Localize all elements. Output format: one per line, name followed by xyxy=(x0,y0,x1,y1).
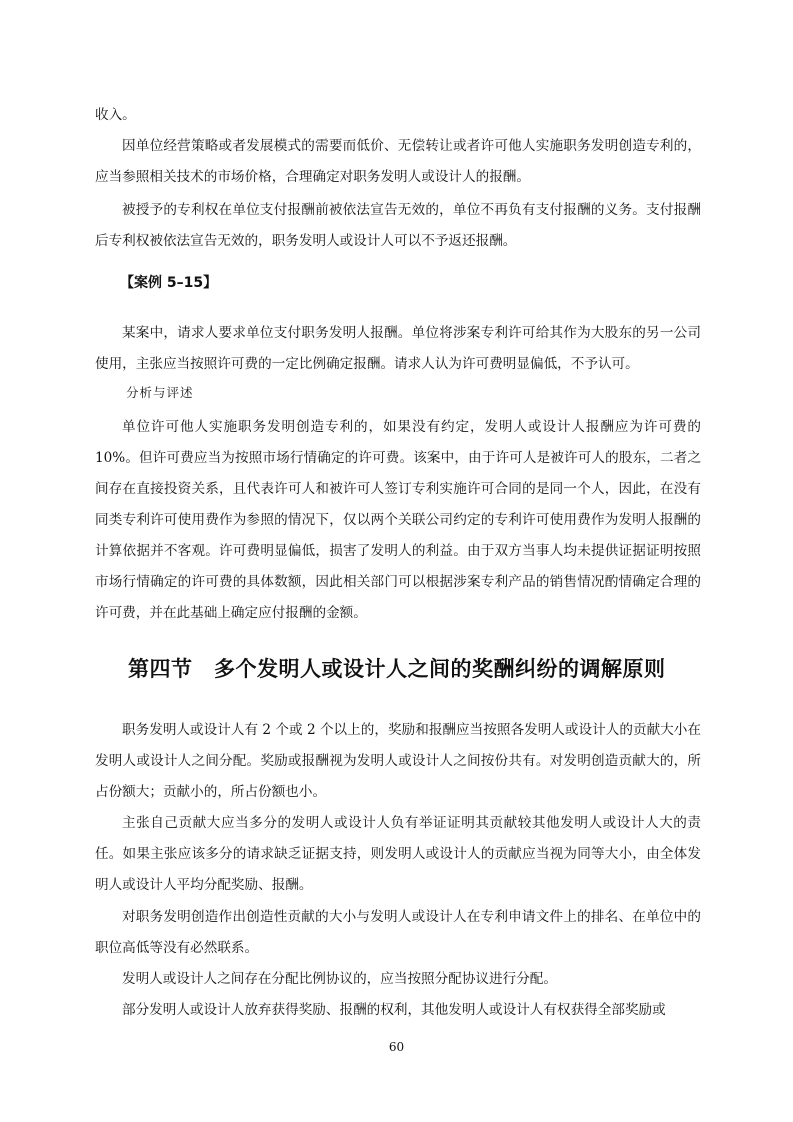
paragraph-income-end: 收入。 xyxy=(95,107,136,123)
section-paragraph-waiver: 部分发明人或设计人放弃获得奖励、报酬的权利，其他发明人或设计人有权获得全部奖励或 xyxy=(122,1002,666,1018)
section-paragraph-shares: 职务发明人或设计人有 2 个或 2 个以上的，奖励和报酬应当按照各发明人或设计人的贡献大小在发明人或设计人之间分配。奖励或报酬视为发明人或设计人之间按份共有。对发明创造贡献大的，所占份额大；贡献小的，所占份额也小。 xyxy=(95,722,701,800)
analysis-body: 单位许可他人实施职务发明创造专利的，如果没有约定，发明人或设计人报酬应为许可费的10%。但许可费应当为按照市场行情确定的许可费。该案中，由于许可人是被许可人的股东，二者之间存在直接投资关系，且代表许可人和被许可人签订专利实施许可合同的是同一个人，因此，在没有同类专利许可使用费作为参照的情况下，仅以两个关联公司约定的专利许可使用费作为发明人报酬的计算依据并不客观。许可费明显偏低，损害了发明人的利益。由于双方当事人均未提供证据证明按照市场行情确定的许可费的具体数额，因此相关部门可以根据涉案专利产品的销售情况酌情确定合理的许可费，并在此基础上确定应付报酬的金额。 xyxy=(95,419,701,621)
page-number: 60 xyxy=(388,1040,405,1054)
paragraph-invalidated-patent: 被授予的专利权在单位支付报酬前被依法宣告无效的，单位不再负有支付报酬的义务。支付报酬后专利权被依法宣告无效的，职务发明人或设计人可以不予返还报酬。 xyxy=(95,202,701,249)
analysis-label: 分析与评述 xyxy=(126,385,194,400)
case-body: 某案中，请求人要求单位支付职务发明人报酬。单位将涉案专利许可给其作为大股东的另一公司使用，主张应当按照许可费的一定比例确定报酬。请求人认为许可费明显偏低，不予认可。 xyxy=(95,325,701,372)
section-paragraph-agreement: 发明人或设计人之间存在分配比例协议的，应当按照分配协议进行分配。 xyxy=(122,971,557,987)
section-paragraph-ranking: 对职务发明创造作出创造性贡献的大小与发明人或设计人在专利申请文件上的排名、在单位中的职位高低等没有必然联系。 xyxy=(95,909,701,956)
case-title: 【案例 5–15】 xyxy=(120,275,218,291)
paragraph-low-price-transfer: 因单位经营策略或者发展模式的需要而低价、无偿转让或者许可他人实施职务发明创造专利的，应当参照相关技术的市场价格，合理确定对职务发明人或设计人的报酬。 xyxy=(95,138,701,185)
section-paragraph-burden-of-proof: 主张自己贡献大应当多分的发明人或设计人负有举证证明其贡献较其他发明人或设计人大的责任。如果主张应该多分的请求缺乏证据支持，则发明人或设计人的贡献应当视为同等大小，由全体发明人或设计人平均分配奖励、报酬。 xyxy=(95,815,701,893)
section-heading: 第四节 多个发明人或设计人之间的奖酬纠纷的调解原则 xyxy=(128,657,666,681)
